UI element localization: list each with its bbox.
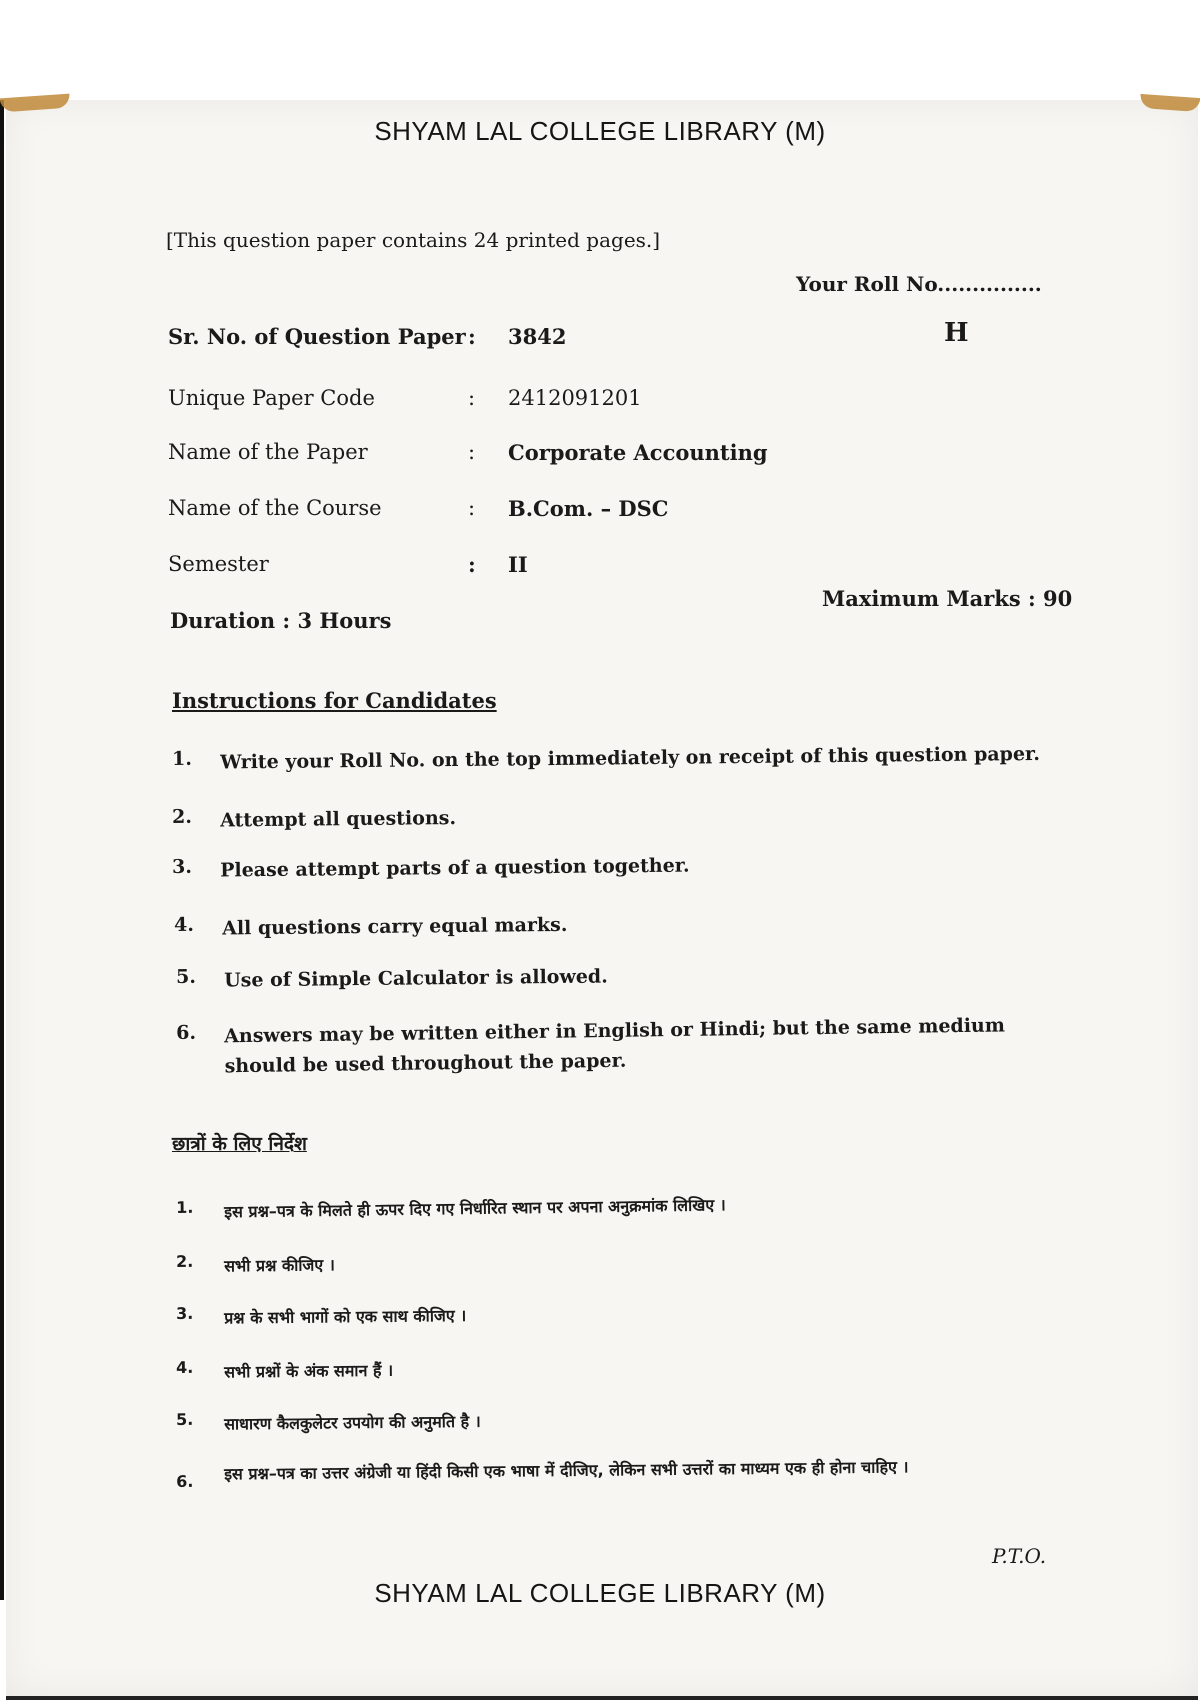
item-number: 4. [174, 913, 195, 936]
item-number: 5. [176, 1409, 194, 1429]
item-number: 4. [176, 1357, 194, 1377]
hindi-instructions-heading: छात्रों के लिए निर्देश [172, 1133, 307, 1155]
item-text: इस प्रश्न–पत्र का उत्तर अंग्रेजी या हिंदी किसी एक भाषा में दीजिए, लेकिन सभी उत्तरों का माध्यम एक ही होना चाहिए । [224, 1457, 909, 1484]
meta-label: Sr. No. of Question Paper [168, 324, 466, 349]
page-edge-shadow [0, 100, 4, 1600]
item-number: 6. [176, 1021, 197, 1044]
item-text: Use of Simple Calculator is allowed. [224, 965, 608, 992]
item-number: 2. [172, 805, 193, 828]
library-stamp-bottom: SHYAM LAL COLLEGE LIBRARY (M) [374, 1578, 826, 1608]
item-number: 5. [176, 965, 197, 988]
instructions-heading: Instructions for Candidates [172, 688, 497, 713]
maximum-marks: Maximum Marks : 90 [822, 586, 1073, 611]
meta-value: B.Com. – DSC [508, 496, 669, 521]
meta-colon: : [468, 386, 476, 410]
item-number: 1. [176, 1197, 194, 1217]
meta-value: Corporate Accounting [508, 440, 768, 465]
meta-label: Name of the Paper [168, 440, 368, 464]
meta-colon: : [468, 324, 476, 349]
item-number: 3. [176, 1303, 194, 1323]
meta-colon: : [468, 552, 476, 577]
item-text: Attempt all questions. [220, 807, 457, 832]
item-text: Please attempt parts of a question together. [220, 854, 690, 882]
item-number: 1. [172, 747, 193, 770]
meta-colon: : [468, 440, 476, 464]
meta-value: 3842 [508, 324, 567, 349]
item-text: Answers may be written either in English or Hindi; but the same medium should be used throughout the paper. [224, 1014, 1006, 1078]
item-number: 2. [176, 1251, 194, 1271]
meta-value: 2412091201 [508, 386, 642, 410]
duration: Duration : 3 Hours [170, 608, 392, 633]
meta-colon: : [468, 496, 476, 520]
item-number: 3. [172, 855, 193, 878]
item-text: साधारण कैलकुलेटर उपयोग की अनुमति है । [224, 1411, 481, 1434]
meta-label: Semester [168, 552, 269, 576]
set-code: H [944, 318, 969, 348]
item-number: 6. [176, 1471, 194, 1491]
item-text: सभी प्रश्नों के अंक समान हैं । [224, 1360, 394, 1382]
meta-label: Unique Paper Code [168, 386, 375, 410]
item-text: प्रश्न के सभी भागों को एक साथ कीजिए । [224, 1305, 467, 1328]
pto-note: P.T.O. [992, 1544, 1047, 1568]
roll-no-field: Your Roll No............... [796, 272, 1042, 296]
pages-note: [This question paper contains 24 printed pages.] [166, 228, 661, 252]
item-text: इस प्रश्न–पत्र के मिलते ही ऊपर दिए गए निर्धारित स्थान पर अपना अनुक्रमांक लिखिए । [224, 1195, 726, 1222]
meta-value: II [508, 552, 528, 577]
item-text: All questions carry equal marks. [222, 913, 568, 940]
meta-label: Name of the Course [168, 496, 382, 520]
item-text: सभी प्रश्न कीजिए । [224, 1255, 335, 1276]
library-stamp-top: SHYAM LAL COLLEGE LIBRARY (M) [374, 116, 826, 146]
item-text: Write your Roll No. on the top immediately on receipt of this question paper. [220, 742, 1040, 774]
